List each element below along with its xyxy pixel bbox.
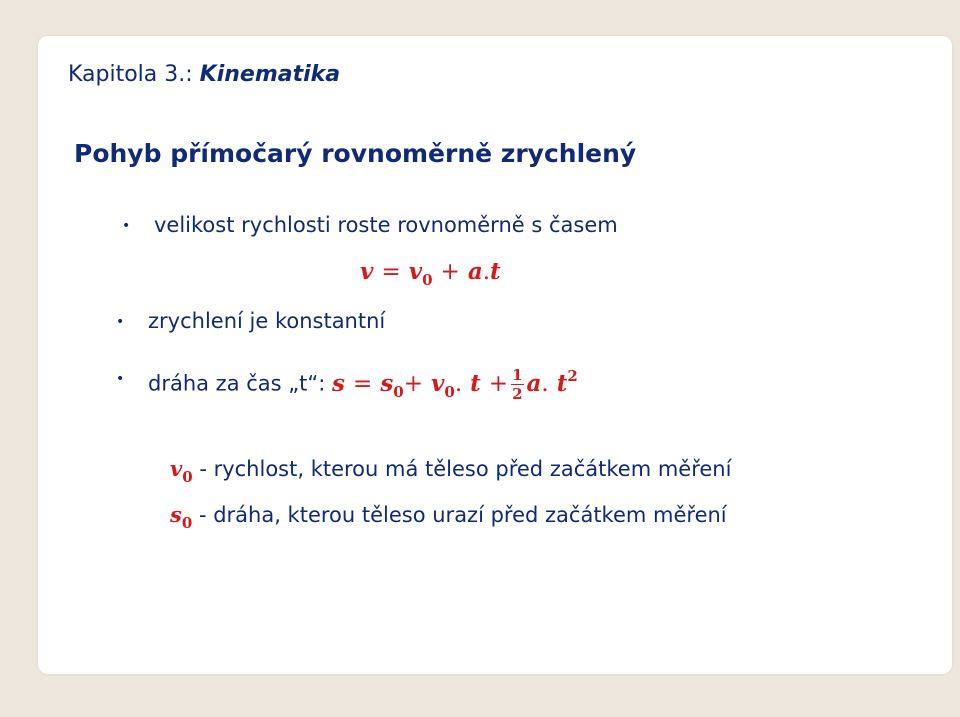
formula-s0: $s_0$	[380, 369, 404, 401]
chapter-heading	[68, 62, 340, 87]
formula-t: t	[470, 369, 481, 397]
formula-eq: =	[353, 370, 373, 397]
definition-symbol: $s_0$	[170, 502, 193, 532]
formula-dot: .	[482, 259, 491, 285]
formula-s: s	[332, 369, 345, 397]
formula-plus: +	[440, 259, 460, 285]
chapter-name: Kinematika	[199, 62, 341, 87]
definition-text: - rychlost, kterou má těleso před začátkem měření	[192, 457, 732, 481]
formula-fraction: $\frac{1}{2}$	[512, 366, 523, 403]
formula-dot: .	[541, 370, 549, 397]
definition-text: - dráha, kterou těleso urazí před začátkem měření	[192, 503, 727, 527]
bullet-text: velikost rychlosti roste rovnoměrně s časem	[154, 213, 618, 237]
definition-symbol: $v_0$	[170, 456, 193, 486]
formula-plus: +	[488, 370, 509, 397]
bullet-velocity	[122, 213, 618, 237]
formula-v0: $v_0$	[408, 258, 433, 289]
bullet-text: dráha za čas „t“:	[148, 371, 326, 396]
formula-dot: .	[454, 370, 463, 397]
formula-eq: =	[381, 259, 401, 285]
formula-v: v	[360, 258, 374, 285]
bullet-dot: •	[122, 218, 131, 234]
formula-t: t	[490, 258, 501, 285]
formula-a: a	[467, 258, 483, 285]
chapter-prefix: Kapitola 3.:	[68, 62, 200, 87]
formula-a: a	[526, 369, 542, 397]
formula-velocity	[360, 258, 501, 289]
bullet-text: zrychlení je konstantní	[148, 309, 386, 333]
formula-v0: $v_0$	[431, 369, 455, 401]
formula-distance	[332, 366, 578, 403]
bullet-dot: •	[116, 371, 125, 387]
formula-plus: +	[403, 370, 423, 397]
slide-title: Pohyb přímočarý rovnoměrně zrychlený	[74, 139, 637, 168]
definition-v0	[170, 456, 731, 486]
bullet-dot: •	[116, 314, 125, 330]
bullet-distance	[116, 366, 578, 403]
slide	[38, 36, 952, 674]
formula-t-squared: $t^2$	[556, 366, 578, 397]
definition-s0	[170, 502, 727, 532]
bullet-acceleration	[116, 309, 386, 333]
